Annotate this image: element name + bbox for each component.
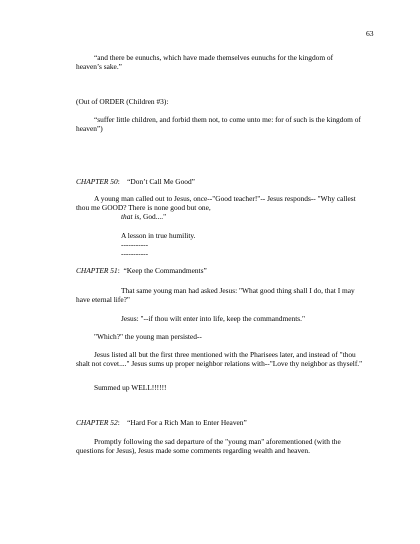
- chapter-label: CHAPTER 52: [76, 418, 118, 427]
- chapter-title: “Hard For a Rich Man to Enter Heaven”: [127, 418, 247, 427]
- chapter-heading: CHAPTER 51: “Keep the Commandments”: [76, 266, 207, 275]
- chapter-label: CHAPTER 51: [76, 266, 118, 275]
- separator-dashes: -----------: [121, 249, 149, 258]
- paragraph-line: Jesus listed all but the first three mentioned with the Pharisees later, and instead of "thou: [94, 350, 356, 359]
- chapter-title: “Don’t Call Me Good”: [127, 177, 195, 186]
- lesson-line: A lesson in true humility.: [121, 231, 196, 240]
- paragraph-line: Jesus: "--if thou wilt enter into life, keep the commandments.": [121, 314, 305, 323]
- chapter-heading: CHAPTER 50: “Don’t Call Me Good”: [76, 177, 195, 186]
- emphasis-text: that is: [121, 212, 140, 221]
- paragraph-line: Promptly following the sad departure of the "young man" aforementioned (with the: [94, 437, 341, 446]
- paragraph-line: shalt not covet...." Jesus sums up proper neighbor relations with--"Love thy neighbor as thyself.": [76, 359, 363, 368]
- chapter-title: “Keep the Commandments”: [123, 266, 207, 275]
- paragraph-line: thou me GOOD? There is none good but one,: [76, 203, 211, 212]
- quote-line: heaven”): [76, 124, 103, 133]
- paragraph-line: A young man called out to Jesus, once--"Good teacher!"-- Jesus responds-- "Why callest: [94, 194, 356, 203]
- quote-line: “and there be eunuchs, which have made themselves eunuchs for the kingdom of: [94, 53, 334, 62]
- paragraph-line: That same young man had asked Jesus: "What good thing shall I do, that I may: [121, 286, 355, 295]
- paragraph-line: questions for Jesus), Jesus made some comments regarding wealth and heaven.: [76, 446, 310, 455]
- summary-line: Summed up WELL!!!!!!: [94, 383, 167, 392]
- paragraph-text: , God....": [139, 212, 167, 221]
- paragraph-line: "Which?" the young man persisted--: [94, 332, 202, 341]
- page-number: 63: [366, 29, 374, 38]
- paragraph-line: have eternal life?": [76, 295, 130, 304]
- quote-line: heaven’s sake.”: [76, 62, 122, 71]
- order-note: (Out of ORDER (Children #3):: [76, 97, 169, 106]
- chapter-label: CHAPTER 50: [76, 177, 118, 186]
- chapter-heading: CHAPTER 52: “Hard For a Rich Man to Enter Heaven”: [76, 418, 247, 427]
- separator-dashes: -----------: [121, 240, 149, 249]
- paragraph-line: [121, 212, 166, 221]
- quote-line: “suffer little children, and forbid them not, to come unto me: for of such is the kingdom of: [94, 115, 361, 124]
